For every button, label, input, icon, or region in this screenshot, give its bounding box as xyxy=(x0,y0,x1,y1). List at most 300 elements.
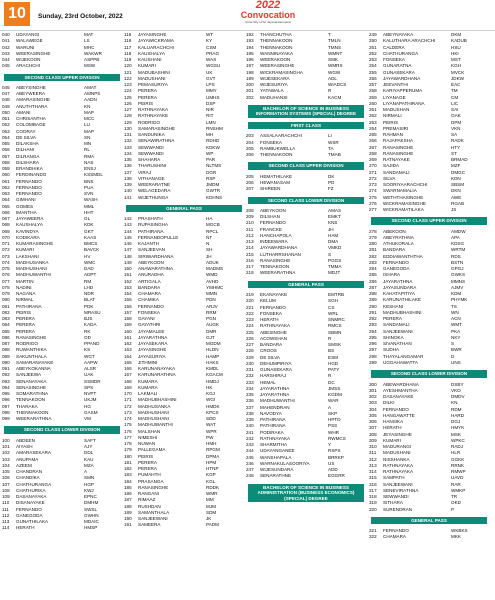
graduate-initials: WMD xyxy=(206,272,218,278)
logo-year: 2022 xyxy=(255,0,281,11)
graduate-initials: DMHM xyxy=(84,500,99,506)
graduate-number: 179 xyxy=(124,447,132,453)
graduate-initials: MN xyxy=(84,141,92,147)
graduate-initials: MAP xyxy=(84,128,94,134)
graduate-surname: AYESHMANTHA xyxy=(383,387,418,393)
graduate-number: 251 xyxy=(369,44,377,50)
graduate-initials: HAMP xyxy=(206,353,220,359)
graduate-initials: HSU xyxy=(451,44,461,50)
column-3 xyxy=(246,32,368,506)
graduate-surname: BANDARA xyxy=(383,247,406,253)
graduate-surname: CALDERA xyxy=(383,44,405,50)
graduate-number: 229 xyxy=(246,354,254,360)
graduate-surname: FONSEKA xyxy=(260,310,282,316)
graduate-number: 157 xyxy=(124,309,132,315)
graduate-surname: MADUSHANI xyxy=(138,75,166,81)
graduate-surname: WIJESEKARA xyxy=(260,75,290,81)
graduate-row xyxy=(2,63,124,69)
graduate-initials: KY xyxy=(206,38,213,44)
graduate-surname: ABEYWEERA xyxy=(16,91,46,97)
graduate-initials: ACN xyxy=(451,316,461,322)
graduate-surname: PREMASIRI xyxy=(383,125,409,131)
graduate-number: 280 xyxy=(369,241,377,247)
graduate-surname: DE SILVA xyxy=(16,134,36,140)
graduate-surname: MADHUWANTHI xyxy=(16,272,51,278)
graduate-initials: SSMDR xyxy=(84,378,101,384)
graduate-surname: PEIRIS xyxy=(138,100,154,106)
graduate-surname: MADUBASHINI xyxy=(138,69,170,75)
graduate-number: 296 xyxy=(369,341,377,347)
graduate-number: 230 xyxy=(246,360,254,366)
graduate-initials: KS xyxy=(84,347,91,353)
graduate-surname: SAMEERA xyxy=(138,522,161,528)
graduate-row xyxy=(369,534,491,540)
graduate-initials: PUA xyxy=(84,184,94,190)
graduate-number: 192 xyxy=(246,32,254,37)
graduate-number: 203 xyxy=(246,133,254,139)
graduate-initials: HAKS xyxy=(206,359,219,365)
graduate-initials: APA xyxy=(451,234,460,240)
graduate-surname: KARUNARATHNA xyxy=(138,372,176,378)
graduate-number: 051 xyxy=(2,116,10,122)
graduate-number: 121 xyxy=(124,69,132,75)
graduate-initials: VMKD xyxy=(328,245,342,251)
graduate-surname: GUNASEKARA xyxy=(383,69,415,75)
graduate-surname: ASSALAARACHCHI xyxy=(260,133,302,139)
graduate-surname: RIMAAZ xyxy=(138,497,156,503)
graduate-initials: GKT xyxy=(84,228,94,234)
graduate-surname: SOORIYAARACHCHI xyxy=(383,182,428,187)
graduate-surname: AMARASINGHE xyxy=(16,97,50,103)
graduate-number: 285 xyxy=(369,272,377,278)
graduate-surname: FERNANDO xyxy=(16,506,42,512)
graduate-surname: WEERARATHNA xyxy=(16,416,52,422)
graduate-initials: VKN xyxy=(451,125,461,131)
graduate-surname: PEIRIS xyxy=(16,309,32,315)
graduate-initials: ASPPB xyxy=(84,57,100,62)
graduate-initials: MJM xyxy=(206,503,216,509)
graduate-initials: RNSHM xyxy=(206,125,223,131)
graduate-initials: HMH xyxy=(206,441,217,447)
graduate-initials: AAPW xyxy=(84,359,98,365)
graduate-surname: DILRANGA xyxy=(16,153,40,159)
graduate-surname: NUWAN xyxy=(138,441,156,447)
graduate-surname: SEWWANDI xyxy=(138,144,164,150)
graduate-surname: SANDAMALI xyxy=(383,169,410,175)
graduate-surname: SANDAMALI xyxy=(383,322,410,328)
graduate-initials: RMA xyxy=(84,153,95,159)
graduate-number: 193 xyxy=(246,38,254,44)
graduate-initials: HGD xyxy=(328,360,339,366)
graduate-initials: LU xyxy=(84,122,90,128)
graduate-surname: MADUSHAN xyxy=(383,107,410,112)
graduate-initials: TMAB xyxy=(328,152,341,158)
graduate-number: 299 xyxy=(369,359,377,365)
graduate-initials: TM xyxy=(451,88,458,94)
graduate-surname: MADHUSHANI xyxy=(16,266,47,272)
publication-date: Sunday, 23rd October, 2022 xyxy=(38,13,123,20)
graduate-surname: FRANCKE xyxy=(260,226,282,232)
graduate-number: 291 xyxy=(369,309,377,315)
graduate-surname: UDAYANGANEE xyxy=(260,448,295,454)
graduate-initials: WRL xyxy=(328,310,339,316)
graduate-surname: SURENDRAN xyxy=(383,506,413,512)
graduate-number: 263 xyxy=(369,119,377,125)
graduate-initials: A xyxy=(328,404,332,410)
graduate-initials: PATY xyxy=(328,367,340,373)
graduate-surname: HANGAWATTE xyxy=(383,412,415,418)
graduate-initials: MAP xyxy=(84,109,94,115)
graduate-surname: KAHATAPITIYA xyxy=(383,291,415,297)
graduate-number: 095 xyxy=(2,391,10,397)
graduate-surname: VITHANAGE xyxy=(138,175,165,181)
graduate-surname: JITHMINI xyxy=(138,359,158,365)
logo-subtitle: University of Sri Jayewardenepura xyxy=(245,20,291,24)
graduate-initials: P xyxy=(451,506,455,512)
graduate-initials: RRM xyxy=(206,309,217,315)
graduate-surname: PERERA xyxy=(16,316,35,322)
graduate-initials: KAAS xyxy=(84,234,97,240)
graduate-surname: PERERA xyxy=(138,94,157,100)
graduate-surname: DILKI xyxy=(383,400,395,406)
graduate-number: 195 xyxy=(246,50,254,56)
graduate-initials: TMLN xyxy=(328,38,341,44)
graduate-surname: RATNAYAKE xyxy=(383,157,410,162)
graduate-number: 147 xyxy=(124,247,132,253)
graduate-number: 308 xyxy=(369,431,377,437)
graduate-surname: SAJIDA xyxy=(383,163,400,169)
graduate-initials: MADMS xyxy=(206,266,224,272)
graduate-initials: WMRS xyxy=(328,63,343,69)
graduate-surname: HERATH xyxy=(16,525,35,531)
graduate-number: 303 xyxy=(369,400,377,406)
graduate-initials: SGH xyxy=(328,298,338,304)
graduate-number: 167 xyxy=(124,372,132,378)
graduate-initials: RSP xyxy=(206,175,216,181)
graduate-initials: KNS xyxy=(328,220,338,226)
graduate-number: 145 xyxy=(124,234,132,240)
graduate-initials: KADA xyxy=(84,322,97,328)
column-1 xyxy=(2,32,124,532)
section-header: BACHELOR OF SCIENCE IN BUSINESS INFORMATION SYSTEMS (SPECIAL) DEGREE xyxy=(248,105,364,118)
graduate-surname: JEEVANTHI xyxy=(383,82,408,87)
page-number: 10 xyxy=(4,2,30,26)
graduate-initials: JS xyxy=(451,207,457,212)
graduate-number: 196 xyxy=(246,57,254,62)
graduate-surname: JAYARATHNA xyxy=(260,392,290,398)
graduate-number: 070 xyxy=(2,234,10,240)
graduate-number: 152 xyxy=(124,278,132,284)
graduate-number: 315 xyxy=(369,475,377,481)
graduate-surname: ABDEEN xyxy=(16,437,35,443)
graduate-surname: FERNANDO xyxy=(260,304,286,310)
graduate-number: 089 xyxy=(2,353,10,359)
graduate-number: 187 xyxy=(124,497,132,503)
graduate-number: 105 xyxy=(2,469,10,475)
graduate-row xyxy=(369,360,491,366)
graduate-number: 058 xyxy=(2,159,10,165)
graduate-initials: ALSR xyxy=(84,366,97,372)
graduate-initials: MDJT xyxy=(328,270,341,276)
graduate-number: 241 xyxy=(246,429,254,435)
graduate-number: 111 xyxy=(2,506,9,512)
graduate-number: 302 xyxy=(369,394,377,400)
graduate-initials: GJT xyxy=(206,334,215,340)
graduate-number: 060 xyxy=(2,172,10,178)
graduate-number: 183 xyxy=(124,472,132,478)
graduate-number: 277 xyxy=(369,207,377,212)
graduate-surname: CHAMARA xyxy=(383,534,406,540)
graduate-number: 269 xyxy=(369,157,377,162)
graduate-initials: HTNP xyxy=(206,466,219,472)
graduate-number: 150 xyxy=(124,266,132,272)
graduate-surname: COORAY xyxy=(16,128,36,134)
graduate-surname: GUNASEKARA xyxy=(260,367,292,373)
graduate-surname: SANDUNIKA xyxy=(138,132,165,137)
graduate-number: 182 xyxy=(124,466,132,472)
graduate-number: 210 xyxy=(246,220,254,226)
graduate-surname: WEERAKOON xyxy=(260,57,291,62)
graduate-number: 080 xyxy=(2,297,10,303)
graduate-number: 213 xyxy=(246,239,254,245)
graduate-number: 148 xyxy=(124,253,132,259)
graduate-surname: LIYANAPATHIRANA xyxy=(383,100,425,106)
graduate-number: 087 xyxy=(2,341,10,347)
graduate-surname: UGGAHAWATTA xyxy=(383,359,418,365)
graduate-number: 063 xyxy=(2,191,10,197)
graduate-initials: KAU xyxy=(84,456,94,462)
graduate-number: 211 xyxy=(246,226,254,232)
graduate-initials: TMNS xyxy=(328,44,342,50)
graduate-surname: RANASINGHE xyxy=(16,334,47,340)
graduate-initials: AMDW xyxy=(451,228,466,234)
graduate-surname: YATAWALA xyxy=(260,88,284,94)
graduate-surname: FONSEKA xyxy=(138,309,160,315)
graduate-initials: LPS xyxy=(206,82,215,87)
graduate-number: 123 xyxy=(124,82,132,87)
graduate-number: 041 xyxy=(2,38,10,44)
graduate-surname: KELUM xyxy=(260,298,276,304)
graduate-surname: SHIREEN xyxy=(260,186,281,192)
graduate-initials: WHR xyxy=(328,429,339,435)
graduate-initials: BNS xyxy=(84,178,94,184)
graduate-initials: KGH xyxy=(451,63,461,69)
graduate-row xyxy=(246,270,368,276)
graduate-number: 311 xyxy=(369,450,377,456)
graduate-surname: FERNANDOPULLE xyxy=(138,234,179,240)
graduate-initials: PSS xyxy=(328,423,338,429)
graduate-surname: MADHUBHASHINI xyxy=(383,309,422,315)
graduate-surname: SANJEEWANI xyxy=(383,481,413,487)
graduate-number: 275 xyxy=(369,194,377,200)
graduate-surname: MADURANGI xyxy=(383,444,412,450)
graduate-surname: ABEYKOON xyxy=(260,207,286,213)
graduate-number: 205 xyxy=(246,145,254,151)
graduate-surname: THARAKA xyxy=(16,403,38,409)
graduate-initials: HG xyxy=(84,403,91,409)
graduate-number: 204 xyxy=(246,139,254,145)
graduate-surname: FERNANDO xyxy=(138,303,164,309)
graduate-number: 197 xyxy=(246,63,254,69)
graduate-surname: WEERARATHNA xyxy=(260,270,296,276)
graduate-surname: ATHUKORALA xyxy=(383,241,414,247)
graduate-initials: YMHMC xyxy=(206,284,224,290)
graduate-initials: RWMCS xyxy=(328,435,346,441)
graduate-number: 144 xyxy=(124,228,132,234)
graduate-surname: VIRAJ xyxy=(138,169,152,175)
graduate-surname: HEMAL xyxy=(260,379,276,385)
graduate-number: 120 xyxy=(124,63,132,69)
graduate-initials: KPCS xyxy=(206,409,219,415)
graduate-number: 316 xyxy=(369,481,377,487)
graduate-number: 283 xyxy=(369,259,377,265)
graduate-number: 135 xyxy=(124,157,132,162)
graduate-number: 076 xyxy=(2,272,10,278)
graduate-surname: WARNAKULASOORIYA xyxy=(260,460,310,466)
graduate-surname: ABEWARDHANA xyxy=(383,381,419,387)
graduate-number: 092 xyxy=(2,372,10,378)
graduate-initials: WMKP xyxy=(451,487,466,493)
graduate-initials: NIR xyxy=(206,107,214,112)
graduate-number: 304 xyxy=(369,406,377,412)
graduate-number: 140 xyxy=(124,188,132,194)
graduate-surname: CHAMIKA xyxy=(138,297,159,303)
graduate-number: 072 xyxy=(2,247,10,253)
graduate-initials: KDK xyxy=(84,222,94,228)
graduate-surname: PERERA xyxy=(138,459,157,465)
graduate-number: 159 xyxy=(124,322,132,328)
graduate-initials: KDSG xyxy=(451,241,465,247)
graduate-number: 208 xyxy=(246,207,254,213)
graduate-number: 083 xyxy=(2,316,10,322)
graduate-initials: RDDK xyxy=(206,484,220,490)
graduate-surname: HARSHIRAJ xyxy=(260,373,287,379)
graduate-initials: R xyxy=(328,88,332,94)
graduate-number: 117 xyxy=(124,44,132,50)
graduate-surname: SIRIWARDHANA xyxy=(138,253,174,259)
graduate-surname: KUMARA xyxy=(138,378,158,384)
graduate-initials: VM xyxy=(84,416,91,422)
graduate-initials: MSW xyxy=(84,63,96,69)
graduate-surname: MADHUSHANI xyxy=(138,409,169,415)
graduate-number: 233 xyxy=(246,379,254,385)
graduate-initials: MH xyxy=(206,132,214,137)
graduate-number: 131 xyxy=(124,132,132,137)
graduate-initials: AJY xyxy=(84,444,93,450)
graduate-surname: SILVA xyxy=(383,175,396,181)
graduate-initials: US xyxy=(328,460,335,466)
graduate-number: 220 xyxy=(246,298,254,304)
graduate-number: 164 xyxy=(124,353,132,359)
section-header: GENERAL PASS xyxy=(126,205,242,212)
graduate-surname: LAKSHANI xyxy=(16,253,39,259)
graduate-initials: AMNPS xyxy=(84,91,101,97)
graduate-initials: JK xyxy=(206,516,212,522)
graduate-number: 099 xyxy=(2,416,10,422)
graduate-surname: KUMARA xyxy=(138,384,158,390)
graduate-initials: PGN xyxy=(206,316,216,322)
graduate-number: 094 xyxy=(2,384,10,390)
graduate-initials: UNS xyxy=(451,359,461,365)
graduate-initials: MSK xyxy=(451,431,461,437)
graduate-surname: EDDIAWANTHTHA xyxy=(383,253,423,259)
graduate-surname: DASANAYAKE xyxy=(383,394,414,400)
graduate-surname: GAYATHRI xyxy=(138,322,161,328)
graduate-number: 064 xyxy=(2,197,10,203)
graduate-number: 209 xyxy=(246,214,254,220)
graduate-surname: AMANI xyxy=(16,109,31,115)
graduate-surname: RATHNAYAKA xyxy=(383,462,414,468)
section-header: BACHELOR OF SCIENCE IN BUSINESS ADMINISTRATION (BUSINESS ECONOMICS) (SPECIAL) DEGREE xyxy=(248,484,364,503)
graduate-number: 245 xyxy=(246,454,254,460)
graduate-initials: OAK xyxy=(451,113,461,119)
graduate-number: 255 xyxy=(369,69,377,75)
graduate-surname: SAKUNTHALA xyxy=(16,353,47,359)
graduate-initials: RMWP xyxy=(451,469,466,475)
graduate-number: 061 xyxy=(2,178,10,184)
graduate-surname: MARTIN xyxy=(16,278,34,284)
graduate-number: 268 xyxy=(369,150,377,156)
graduate-surname: RAMBUKWELLA xyxy=(260,145,296,151)
graduate-initials: WP xyxy=(206,150,214,156)
graduate-surname: RUWANTHIKA xyxy=(16,347,47,353)
graduate-number: 062 xyxy=(2,184,10,190)
graduate-surname: PUMAHTH xyxy=(138,472,161,478)
section-header: SECOND CLASS LOWER DIVISION xyxy=(371,370,487,377)
graduate-number: 059 xyxy=(2,166,10,172)
graduate-number: 312 xyxy=(369,456,377,462)
graduate-number: 199 xyxy=(246,75,254,81)
graduate-number: 259 xyxy=(369,94,377,100)
graduate-initials: MGDM xyxy=(206,341,221,347)
graduate-surname: WICKRAMASINGHA xyxy=(260,69,303,75)
graduate-surname: DASANAYAKA xyxy=(16,494,47,500)
graduate-initials: AMAT xyxy=(84,84,97,90)
graduate-initials: SMN xyxy=(84,475,95,481)
graduate-number: 181 xyxy=(124,459,132,465)
graduate-initials: RADJ xyxy=(451,444,463,450)
graduate-initials: HAM xyxy=(328,232,339,238)
graduate-initials: DKN xyxy=(451,188,461,194)
graduate-initials: HV xyxy=(84,253,91,259)
graduate-number: 166 xyxy=(124,366,132,372)
graduate-number: 321 xyxy=(369,528,377,534)
graduate-number: 116 xyxy=(124,38,132,44)
graduate-surname: JAYARATHNA xyxy=(383,278,413,284)
graduate-surname: RATHNAYAKA xyxy=(260,435,291,441)
graduate-number: 073 xyxy=(2,253,10,259)
graduate-number: 234 xyxy=(246,385,254,391)
graduate-surname: PEMASURIYA xyxy=(138,82,168,87)
graduate-surname: THENNAKOON xyxy=(16,409,49,415)
graduate-surname: JEYASINGHE xyxy=(383,431,412,437)
graduate-number: 079 xyxy=(2,291,10,297)
graduate-initials: KMDL xyxy=(206,366,219,372)
graduate-number: 110 xyxy=(2,500,10,506)
graduate-initials: WT xyxy=(206,32,214,37)
graduate-surname: LIYANAGE xyxy=(383,94,406,100)
graduate-number: 320 xyxy=(369,506,377,512)
graduate-initials: PW xyxy=(206,434,214,440)
graduate-number: 133 xyxy=(124,144,132,150)
graduate-number: 317 xyxy=(369,487,377,493)
graduate-number: 047 xyxy=(2,91,10,97)
graduate-surname: CHANDIKA xyxy=(16,475,40,481)
graduate-surname: JAYARATHNA xyxy=(138,334,168,340)
graduate-initials: WSR xyxy=(328,139,339,145)
graduate-surname: ABEYSINGHE xyxy=(16,84,46,90)
graduate-surname: KAVINDYA xyxy=(16,228,39,234)
